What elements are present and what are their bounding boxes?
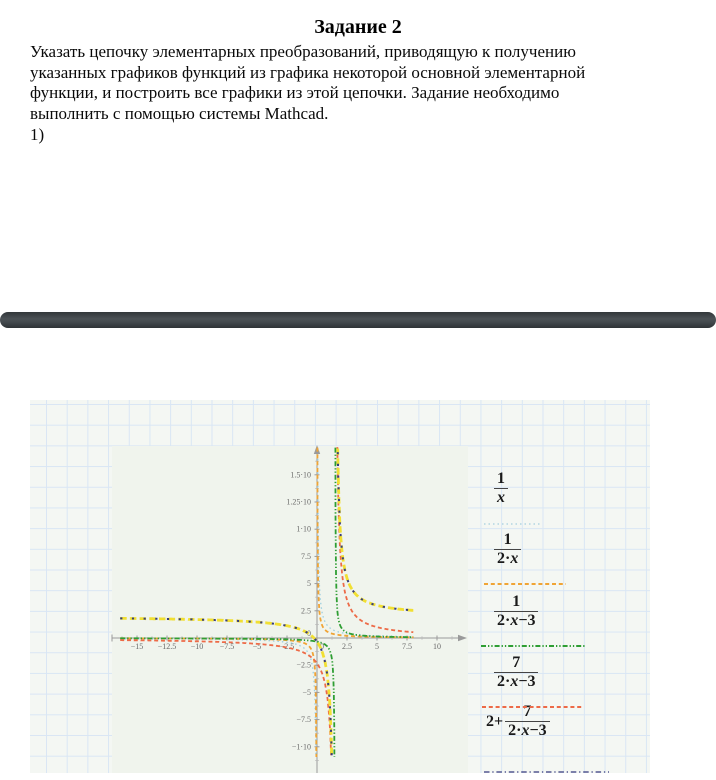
origin-label: 0 [307, 629, 311, 638]
x-tick-label: −12.5 [157, 642, 177, 651]
legend-formula [492, 654, 538, 691]
fraction-numerator: 7 [523, 703, 532, 720]
formula-prefix: 2+ [486, 712, 504, 730]
x-tick-label: 10 [433, 642, 441, 651]
fraction [494, 470, 508, 507]
fraction [494, 654, 538, 691]
x-tick-label: −10 [190, 642, 204, 651]
legend-sample-line [483, 762, 610, 768]
y-tick-label: 1.25·10 [286, 497, 311, 507]
legend-formula [492, 470, 508, 507]
x-tick-label: 0 [320, 642, 324, 651]
x-tick-label: −5 [252, 642, 262, 651]
y-tick-label: −2.5 [296, 660, 311, 670]
fraction-denominator: 2·x [494, 549, 521, 568]
fraction [494, 593, 538, 630]
y-tick-label: 5 [307, 579, 311, 589]
fraction-numerator: 1 [512, 593, 521, 610]
legend-formula [492, 531, 521, 568]
x-tick-label: 2.5 [342, 642, 352, 651]
legend-sample-line [480, 636, 586, 642]
y-tick-label: 2.5 [301, 606, 311, 616]
fraction-denominator: x [494, 488, 508, 507]
item-number-label: 1) [30, 125, 45, 144]
plot-legend [30, 400, 650, 773]
y-tick-label: −1·10 [291, 742, 311, 752]
fraction-denominator: 2·x−3 [494, 672, 538, 691]
mathcad-worksheet [30, 400, 650, 773]
fraction [494, 531, 521, 568]
task-description-line: выполнить с помощью системы Mathcad. [30, 103, 329, 123]
page-title: Задание 2 [314, 16, 402, 38]
legend-formula [492, 593, 538, 630]
task-description-line: указанных графиков функций из графика некоторой основной элементарной [30, 62, 586, 82]
fraction-denominator: 2·x−3 [494, 611, 538, 630]
fraction-numerator: 1 [497, 470, 505, 487]
x-tick-label: −2.5 [279, 642, 295, 651]
fraction-numerator: 7 [512, 654, 521, 671]
y-tick-label: 1.5·10 [290, 470, 311, 480]
task-description-line: функции, и построить все графики из этой цепочки. Задание необходимо [30, 83, 560, 102]
x-tick-label: 7.5 [402, 642, 412, 651]
x-tick-label: −15 [130, 642, 144, 651]
legend-sample-line [483, 514, 541, 520]
y-tick-label: 7.5 [301, 551, 311, 561]
x-tick-label: 5 [375, 642, 379, 651]
x-tick-label: −7.5 [219, 642, 235, 651]
y-tick-label: 1·10 [296, 524, 311, 534]
section-divider-bar [0, 312, 716, 328]
task-description-line: Указать цепочку элементарных преобразований, приводящую к получению [30, 42, 576, 61]
legend-sample-line [483, 574, 567, 580]
fraction-numerator: 1 [503, 531, 512, 548]
y-tick-label: −5 [302, 687, 311, 697]
fraction-denominator: 2·x−3 [505, 721, 549, 740]
legend-sample-line [481, 697, 585, 703]
task-document [0, 0, 716, 146]
y-tick-label: −7.5 [296, 715, 311, 725]
task-description [30, 42, 688, 124]
